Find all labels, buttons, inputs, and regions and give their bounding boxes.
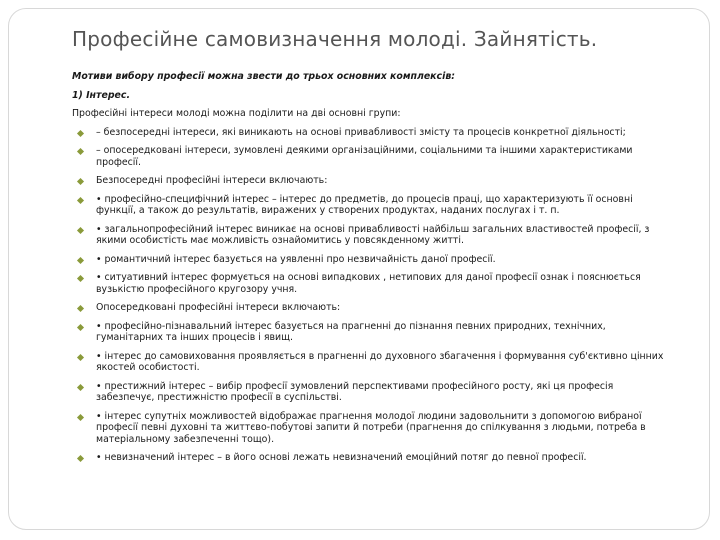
list-item (72, 194, 672, 217)
list-item (72, 224, 672, 247)
bullet-diamond-icon (77, 323, 84, 330)
slide-content (72, 71, 672, 471)
bullet-diamond-icon (77, 256, 84, 263)
list-item (72, 254, 672, 266)
list-item-text: • інтерес супутніх можливостей відображає прагнення молодої людини задовольнити з допомогою вибраної професії певні духовні та життєво-побутові запити й потреби (прагнення до спілкування з людьми, потреба в матеріальному забезпеченні тощо). (96, 410, 646, 445)
list-item (72, 381, 672, 404)
groups-intro: Професійні інтереси молоді можна поділити на дві основні групи: (72, 108, 401, 119)
list-item-text: • ситуативний інтерес формується на основі випадкових , нетипових для даної професії ознак і пояснюється вузькістю професійного кругозору учня. (96, 272, 641, 295)
bullet-diamond-icon (77, 129, 84, 136)
bullet-diamond-icon (77, 275, 84, 282)
list-item (72, 321, 672, 344)
bullet-diamond-icon (77, 148, 84, 155)
bullet-diamond-icon (77, 226, 84, 233)
list-item-text: • престижний інтерес – вибір професії зумовлений перспективами професійного росту, які ця професія забезпечує, престижністю професії в суспільстві. (96, 380, 614, 403)
list-item (72, 145, 672, 168)
motives-heading: Мотиви вибору професії можна звести до трьох основних комплексів: (72, 71, 456, 82)
list-item (72, 272, 672, 295)
list-item (72, 452, 672, 464)
list-item-text: – опосередковані інтереси, зумовлені деякими організаційними, соціальними та іншими характеристиками професії. (96, 145, 633, 168)
interest-heading: 1) Інтерес. (72, 89, 131, 101)
list-item (72, 127, 672, 139)
bullet-diamond-icon (77, 413, 84, 420)
list-item-text: • невизначений інтерес – в його основі лежать невизначений емоційний потяг до певної професії. (96, 452, 587, 463)
list-item-text: – безпосередні інтереси, які виникають на основі привабливості змісту та процесів конкретної діяльності; (96, 126, 626, 138)
bullet-diamond-icon (77, 178, 84, 185)
bullet-diamond-icon (77, 353, 84, 360)
list-item-text: • професійно-специфічний інтерес – інтерес до предметів, до процесів праці, що характеризують її основні функції, а також до результатів, виражених у створених продуктах, наданих послугах і т. п. (96, 193, 633, 216)
slide-title: Професійне самовизначення молоді. Зайнятість. (72, 27, 598, 51)
list-item (72, 411, 672, 446)
list-item-text: Опосередковані професійні інтереси включають: (96, 302, 341, 313)
list-item-text: • романтичний інтерес базується на уявленні про незвичайність даної професії. (96, 253, 496, 265)
list-item-text: • інтерес до самовиховання проявляється в прагненні до духовного збагачення і формування суб'єктивно цінних якостей особистості. (96, 350, 664, 373)
bullet-diamond-icon (77, 196, 84, 203)
list-item (72, 302, 672, 314)
list-item-text: • загальнопрофесійний інтерес виникає на основі привабливості найбільш загальних властивостей професії, з якими особистість має можливість ознайомитись у повсякденному житті. (96, 223, 650, 246)
bullet-diamond-icon (77, 455, 84, 462)
list-item-text: • професійно-пізнавальний інтерес базується на прагненні до пізнання певних природних, технічних, гуманітарних та інших процесів і явищ. (96, 320, 606, 343)
list-item-text: Безпосередні професійні інтереси включають: (96, 175, 328, 186)
list-item (72, 351, 672, 374)
list-item (72, 175, 672, 187)
bullet-diamond-icon (77, 383, 84, 390)
bullet-diamond-icon (77, 305, 84, 312)
